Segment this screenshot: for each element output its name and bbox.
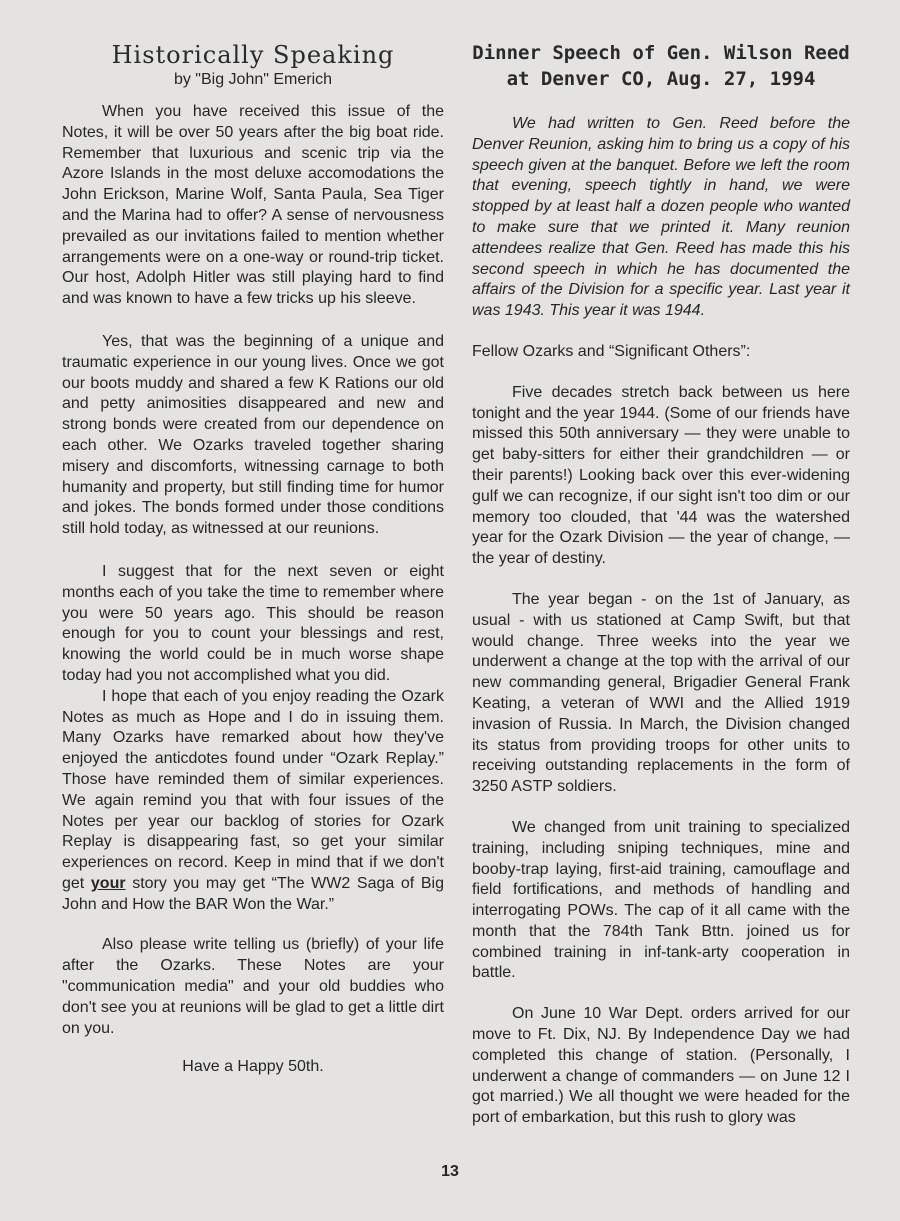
speech-title-line: at Denver CO, Aug. 27, 1994 xyxy=(506,68,816,90)
dinner-speech-column xyxy=(472,40,850,1129)
paragraph-text: story you may get “The WW2 Saga of Big John and How the BAR Won the War.” xyxy=(62,874,445,913)
paragraph: We changed from unit training to specialized training, including sniping techniques, mine and booby-trap laying, first-aid training, camouflage and field fortifications, and methods of handling and interrogating POWs. The cap of it all came with the month that the 784th Tank Bttn. joined us for combined training in inf-tank-arty cooperation in battle. xyxy=(472,818,850,982)
article-title: Historically Speaking xyxy=(111,41,395,69)
paragraph: I suggest that for the next seven or eight months each of you take the time to remember where you were 50 years ago. This should be reason enough for you to count your blessings and rest, knowing the world could be in much worse shape today had you not accomplished what you did. xyxy=(62,562,444,684)
paragraph: The year began - on the 1st of January, as usual - with us stationed at Camp Swift, but that would change. Three weeks into the year we underwent a change at the top with the arrival of our new commanding general, Brigadier General Frank Keating, a veteran of WWI and the Allied 1919 invasion of Russia. In March, the Division changed its status from providing troops for other units to receiving outstanding replacements in the form of 3250 ASTP soldiers. xyxy=(472,590,850,796)
paragraph-text: I hope that each of you enjoy reading the Ozark Notes as much as Hope and I do in issuing them. Many Ozarks have remarked about how they've enjoyed the anticdotes found under “Ozark Replay.” Those have reminded them of similar experiences. We again remind you that with four issues of the Notes per year our backlog of stories for Ozark Replay is disappearing fast, so get your similar experiences on record. Keep in mind that if we don't get xyxy=(62,687,444,892)
historically-speaking-column xyxy=(62,40,444,1078)
paragraph xyxy=(62,687,444,916)
speech-title-line: Dinner Speech of Gen. Wilson Reed xyxy=(472,42,850,64)
salutation: Fellow Ozarks and “Significant Others”: xyxy=(472,342,751,360)
closing-line: Have a Happy 50th. xyxy=(182,1058,324,1076)
paragraph: On June 10 War Dept. orders arrived for our move to Ft. Dix, NJ. By Independence Day we had completed this change of station. (Personally, I underwent a change of commanders — on June 12 I got married.) We all thought we were headed for the port of embarkation, but this rush to glory was xyxy=(472,1005,850,1127)
editor-intro: We had written to Gen. Reed before the Denver Reunion, asking him to bring us a copy of his speech given at the banquet. Before we left the room that evening, speech tightly in hand, we were stopped by at least half a dozen people who wanted to make sure that we printed it. Many reunion attendees realize that Gen. Reed has made this his second speech in which he has documented the affairs of the Division for a specific year. Last year it was 1943. This year it was 1944. xyxy=(472,115,850,320)
paragraph: When you have received this issue of the Notes, it will be over 50 years after the big boat ride. Remember that luxurious and scenic trip via the Azore Islands in the most deluxe accomodations the John Erickson, Marine Wolf, Santa Paula, Sea Tiger and the Marina had to offer? A sense of nervousness prevailed as our invitations failed to mention whether arrangements were on a one-way or round-trip ticket. Our host, Adolph Hitler was still playing hard to find and was known to have a few tricks up his sleeve. xyxy=(62,103,444,308)
speech-title xyxy=(472,40,850,92)
emphasized-word: your xyxy=(90,874,126,892)
paragraph: Also please write telling us (briefly) of your life after the Ozarks. These Notes are your "communication media" and your old buddies who don't see you at reunions will be glad to get a little dirt on you. xyxy=(62,936,444,1037)
paragraph: Yes, that was the beginning of a unique and traumatic experience in our young lives. Once we got our boots muddy and shared a few K Rations our old and petty animosities disappeared and new and strong bonds were created from our dependence on each other. We Ozarks traveled together sharing misery and discomforts, witnessing carnage to both humanity and property, but still finding time for humor and jokes. The bonds formed under those conditions still hold today, as witnessed at our reunions. xyxy=(62,332,444,538)
paragraph: Five decades stretch back between us here tonight and the year 1944. (Some of our friends have missed this 50th anniversary — they were unable to get baby-sitters for either their grandchildren — or their parents!) Looking back over this ever-widening gulf we can recognize, if our sight isn't too dim or our memory too clouded, that '44 was the watershed year for the Ozark Division — the year of change, — the year of destiny. xyxy=(472,383,850,568)
article-byline: by "Big John" Emerich xyxy=(173,71,333,88)
page-number: 13 xyxy=(441,1163,459,1180)
